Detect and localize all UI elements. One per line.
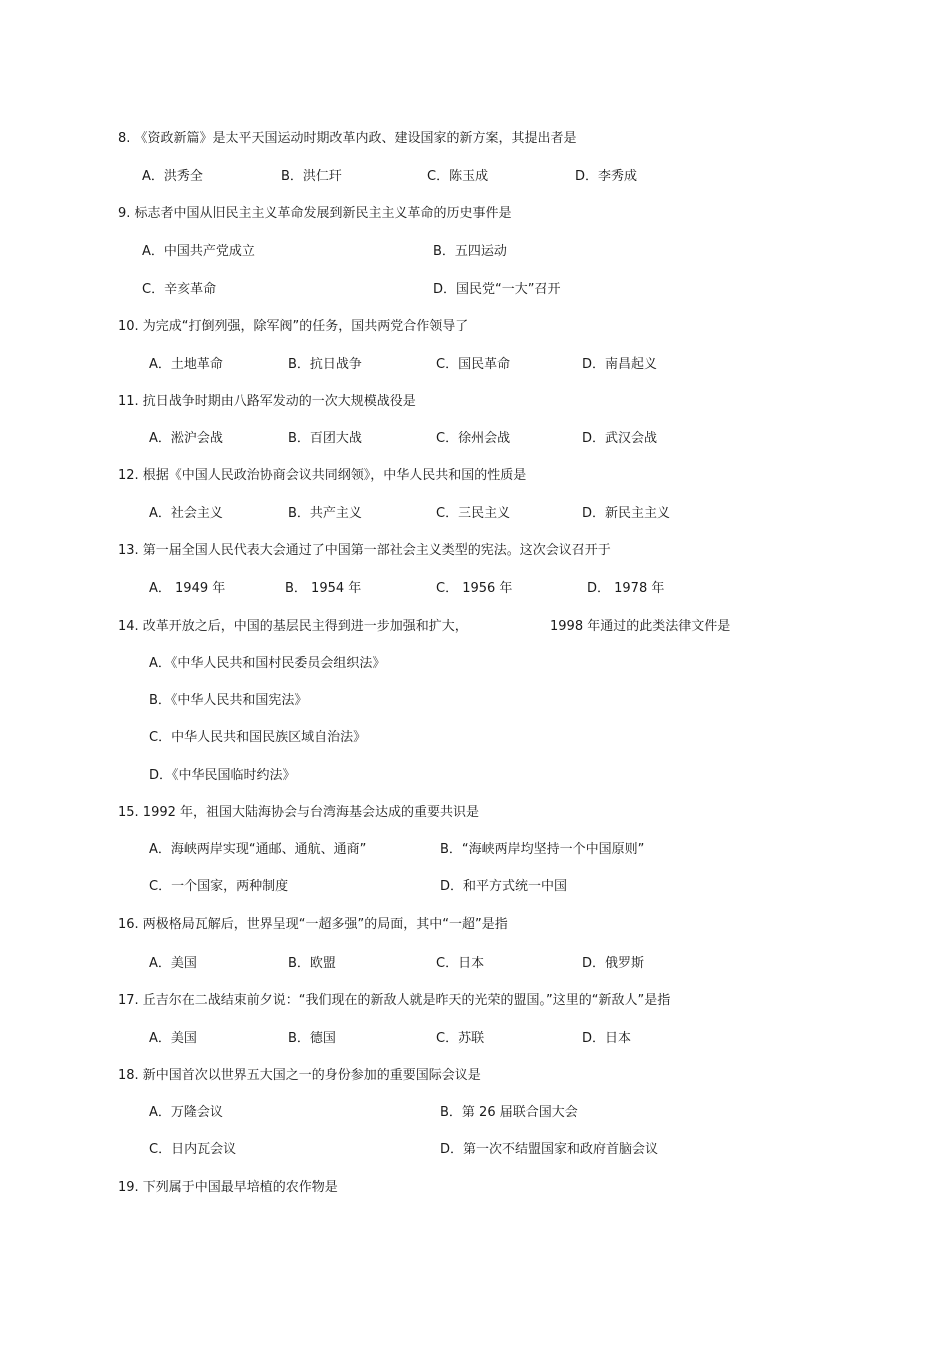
question-11-option-c: C．徐州会战 — [436, 431, 511, 446]
question-15-option-d: D．和平方式统一中国 — [440, 879, 568, 894]
question-9-option-a: A．中国共产党成立 — [142, 244, 255, 259]
question-18-stem: 18. 新中国首次以世界五大国之一的身份参加的重要国际会议是 — [118, 1068, 481, 1083]
question-14-option-a: A．《中华人民共和国村民委员会组织法》 — [149, 656, 386, 671]
question-8-stem: 8. 《资政新篇》是太平天国运动时期改革内政、建设国家的新方案，其提出者是 — [118, 131, 577, 146]
question-8-option-b: B．洪仁玕 — [281, 169, 342, 184]
question-18-option-c: C．日内瓦会议 — [149, 1142, 237, 1157]
question-9-option-d: D．国民党“一大”召开 — [433, 282, 561, 297]
question-10-option-d: D．南昌起义 — [582, 357, 658, 372]
question-14-stem-part1: 14. 改革开放之后，中国的基层民主得到进一步加强和扩大， — [118, 619, 468, 634]
question-16-stem: 16. 两极格局瓦解后，世界呈现“一超多强”的局面，其中“一超”是指 — [118, 917, 508, 932]
question-14-option-b: B．《中华人民共和国宪法》 — [149, 693, 308, 708]
question-17-option-d: D．日本 — [582, 1031, 632, 1046]
question-15-option-b: B．“海峡两岸均坚持一个中国原则” — [440, 842, 645, 857]
question-10-option-b: B．抗日战争 — [288, 357, 362, 372]
question-14-stem-part2: 1998 年通过的此类法律文件是 — [550, 619, 731, 634]
question-13-option-a: A． 1949 年 — [149, 581, 226, 596]
question-18-option-b: B．第 26 届联合国大会 — [440, 1105, 578, 1120]
question-8-option-a: A．洪秀全 — [142, 169, 203, 184]
question-15-option-c: C．一个国家，两种制度 — [149, 879, 289, 894]
question-17-option-a: A．美国 — [149, 1031, 197, 1046]
question-8-option-d: D．李秀成 — [575, 169, 638, 184]
question-12-option-a: A．社会主义 — [149, 506, 223, 521]
question-15-option-a: A．海峡两岸实现“通邮、通航、通商” — [149, 842, 367, 857]
question-17-option-b: B．德国 — [288, 1031, 336, 1046]
question-12-option-d: D．新民主主义 — [582, 506, 671, 521]
question-12-option-b: B．共产主义 — [288, 506, 362, 521]
question-14-option-d: D．《中华民国临时约法》 — [149, 768, 296, 783]
question-13-option-d: D． 1978 年 — [587, 581, 665, 596]
question-16-option-d: D．俄罗斯 — [582, 956, 645, 971]
question-14-option-c: C．中华人民共和国民族区域自治法》 — [149, 730, 367, 745]
question-9-stem: 9. 标志者中国从旧民主主义革命发展到新民主主义革命的历史事件是 — [118, 206, 512, 221]
question-10-stem: 10. 为完成“打倒列强，除军阀”的任务，国共两党合作领导了 — [118, 319, 469, 334]
question-12-stem: 12. 根据《中国人民政治协商会议共同纲领》，中华人民共和国的性质是 — [118, 468, 527, 483]
question-18-option-a: A．万隆会议 — [149, 1105, 223, 1120]
question-11-option-d: D．武汉会战 — [582, 431, 658, 446]
question-13-stem: 13. 第一届全国人民代表大会通过了中国第一部社会主义类型的宪法。这次会议召开于 — [118, 543, 611, 558]
question-11-option-b: B．百团大战 — [288, 431, 362, 446]
question-9-option-b: B．五四运动 — [433, 244, 507, 259]
question-17-option-c: C．苏联 — [436, 1031, 485, 1046]
question-17-stem: 17. 丘吉尔在二战结束前夕说：“我们现在的新敌人就是昨天的光荣的盟国。”这里的“新敌人”是指 — [118, 993, 671, 1008]
question-15-stem: 15. 1992 年，祖国大陆海协会与台湾海基会达成的重要共识是 — [118, 805, 480, 820]
question-16-option-b: B．欧盟 — [288, 956, 336, 971]
question-8-option-c: C．陈玉成 — [427, 169, 489, 184]
question-16-option-c: C．日本 — [436, 956, 485, 971]
question-10-option-a: A．土地革命 — [149, 357, 223, 372]
question-13-option-c: C． 1956 年 — [436, 581, 513, 596]
question-18-option-d: D．第一次不结盟国家和政府首脑会议 — [440, 1142, 659, 1157]
question-11-option-a: A．淞沪会战 — [149, 431, 223, 446]
question-10-option-c: C．国民革命 — [436, 357, 511, 372]
question-11-stem: 11. 抗日战争时期由八路军发动的一次大规模战役是 — [118, 394, 416, 409]
question-16-option-a: A．美国 — [149, 956, 197, 971]
question-12-option-c: C．三民主义 — [436, 506, 511, 521]
question-9-option-c: C．辛亥革命 — [142, 282, 217, 297]
question-13-option-b: B． 1954 年 — [285, 581, 362, 596]
question-19-stem: 19. 下列属于中国最早培植的农作物是 — [118, 1180, 338, 1195]
